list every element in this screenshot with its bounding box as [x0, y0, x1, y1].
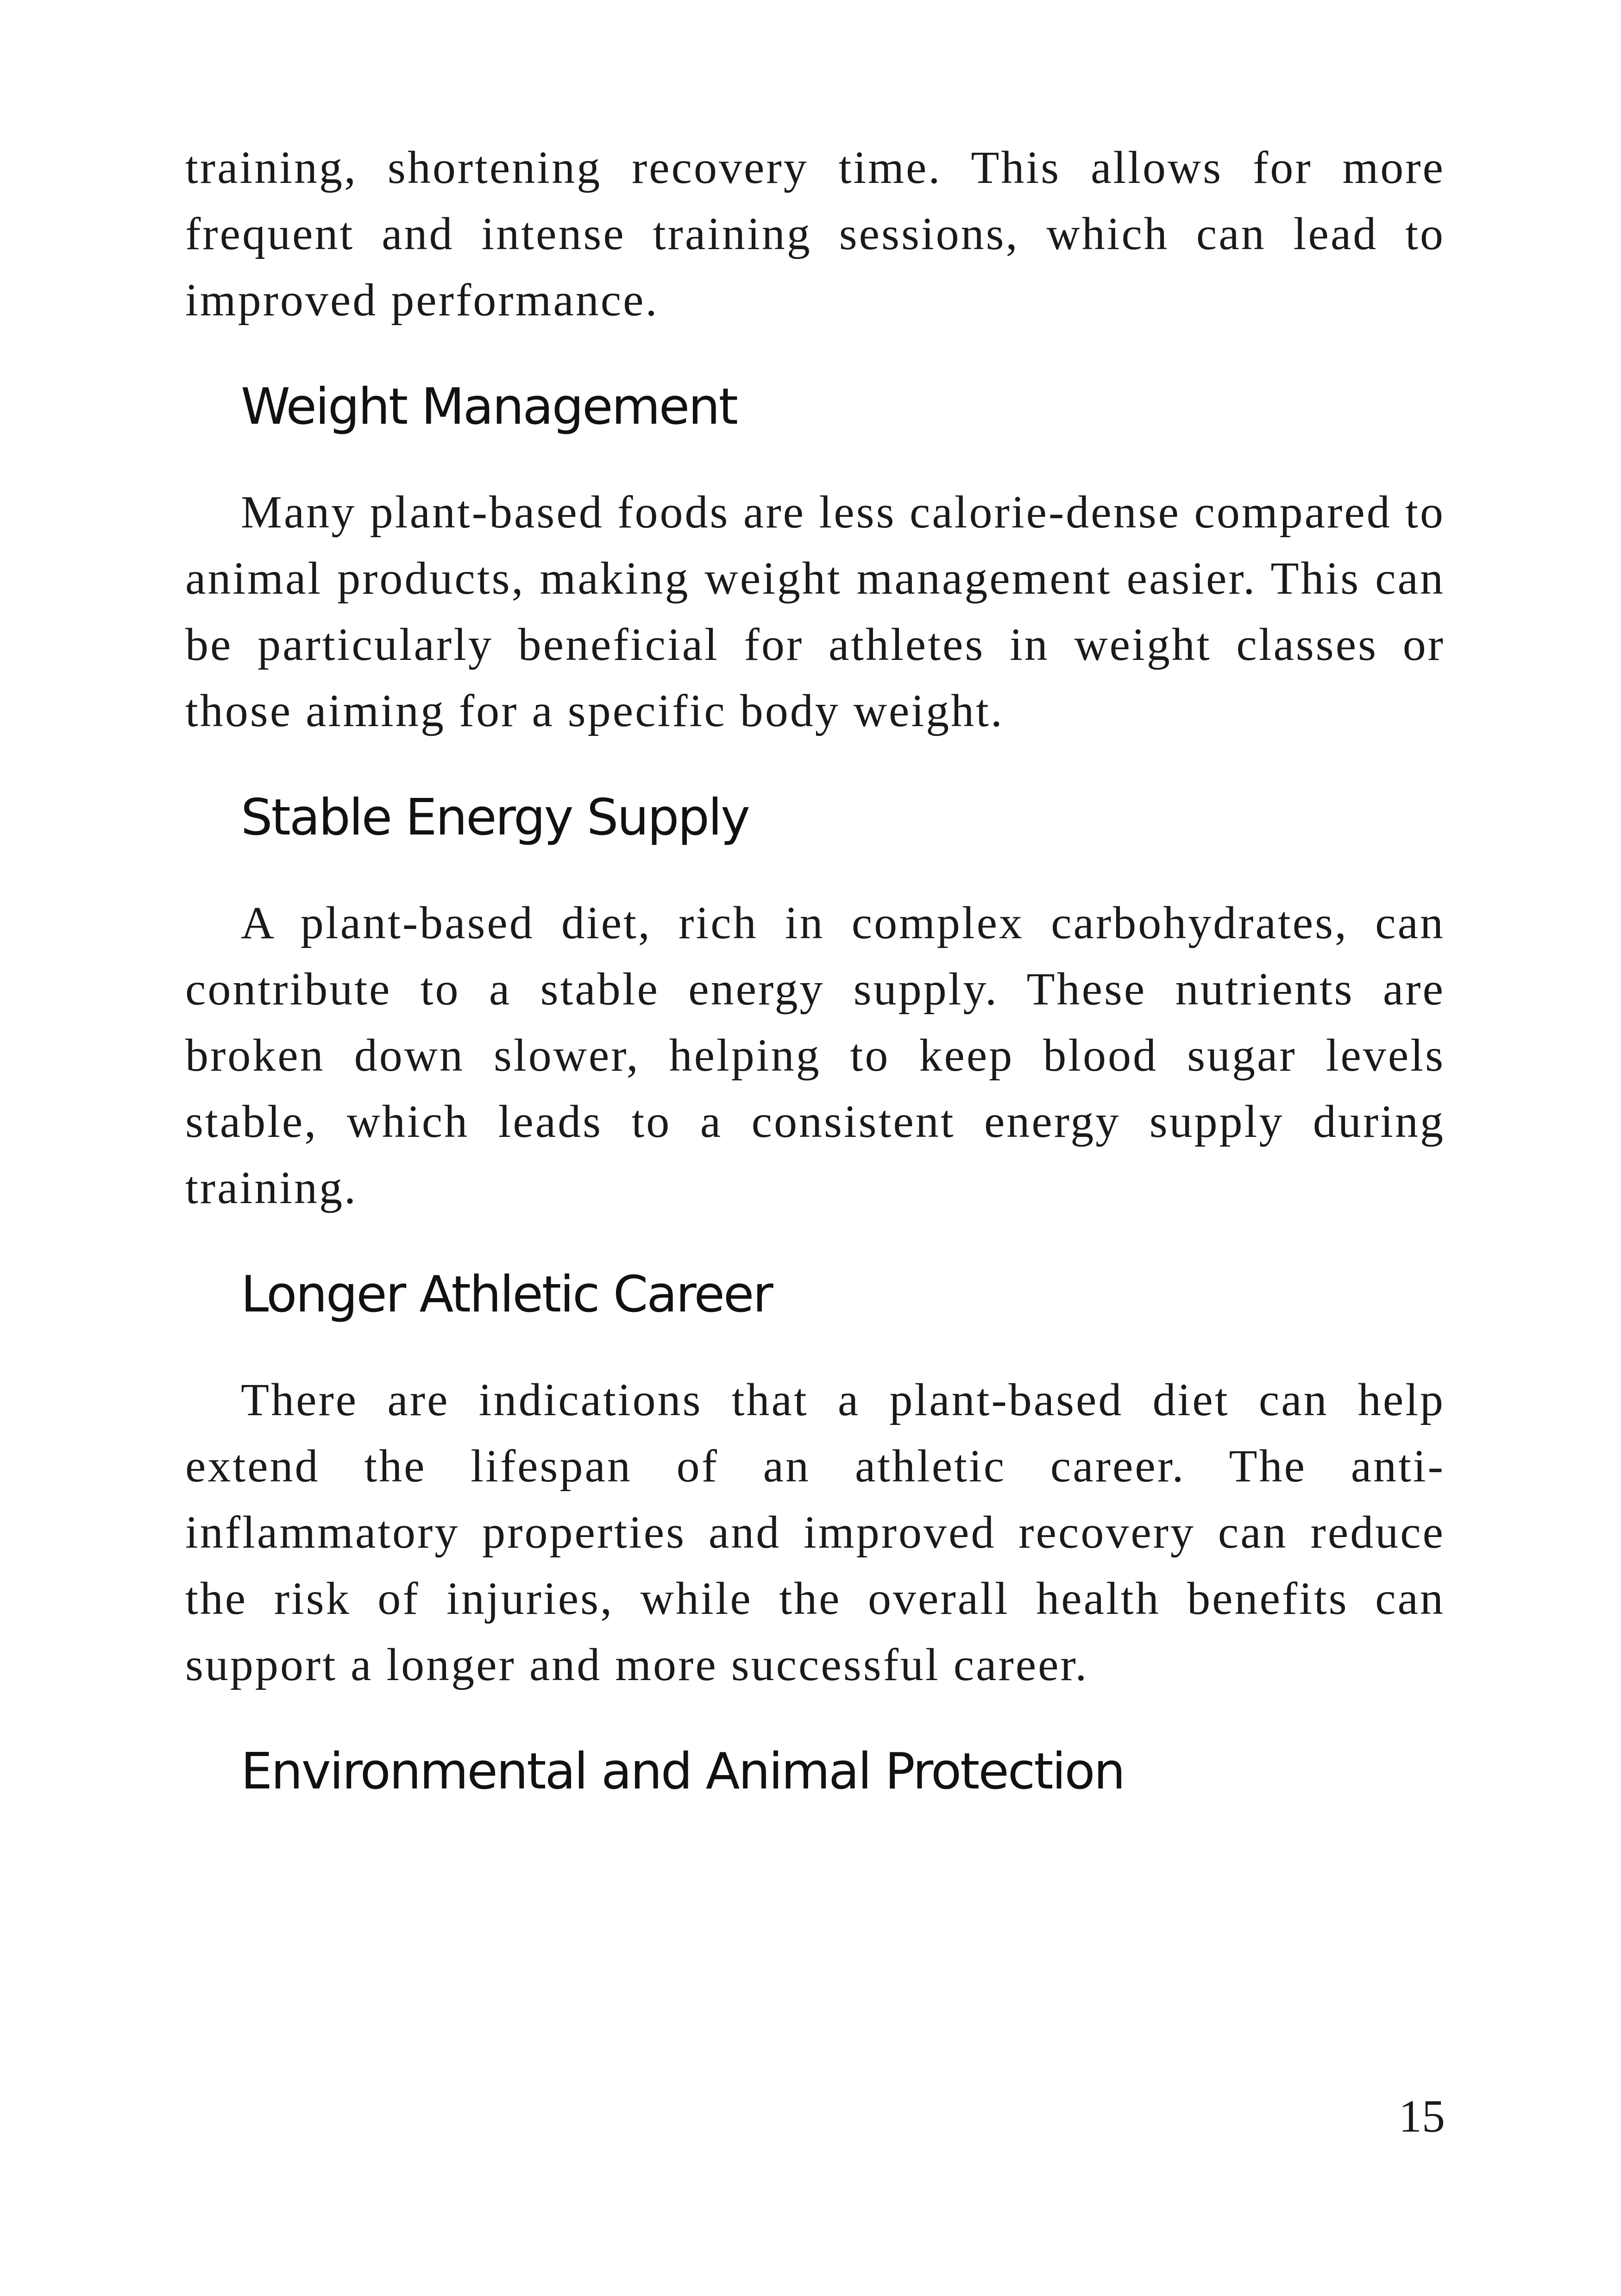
heading-environmental-animal-protection: Environmental and Animal Protection [241, 1743, 1125, 1800]
heading-longer-athletic-career: Longer Athletic Career [241, 1266, 772, 1324]
continued-paragraph: training, shortening recovery time. This allows for more frequent and intense training sessions, which can lead to improved performance. [185, 142, 1445, 326]
heading-weight-management: Weight Management [241, 378, 737, 436]
heading-stable-energy-supply: Stable Energy Supply [241, 789, 749, 847]
page-number: 15 [1399, 2090, 1445, 2142]
paragraph-stable-energy-supply: A plant-based diet, rich in complex carbohydrates, can contribute to a stable energy supply. These nutrients are broken down slower, helping to keep blood sugar levels stable, which leads to a consistent energy supply during training. [185, 897, 1445, 1213]
page-content [185, 134, 1445, 1802]
paragraph-weight-management: Many plant-based foods are less calorie-dense compared to animal products, making weight management easier. This can be particularly beneficial for athletes in weight classes or those aiming for a specific body weight. [185, 486, 1445, 736]
paragraph-longer-athletic-career: There are indications that a plant-based diet can help extend the lifespan of an athletic career. The anti-inflammatory properties and improved recovery can reduce the risk of injuries, while the overall health benefits can support a longer and more successful career. [185, 1374, 1445, 1690]
